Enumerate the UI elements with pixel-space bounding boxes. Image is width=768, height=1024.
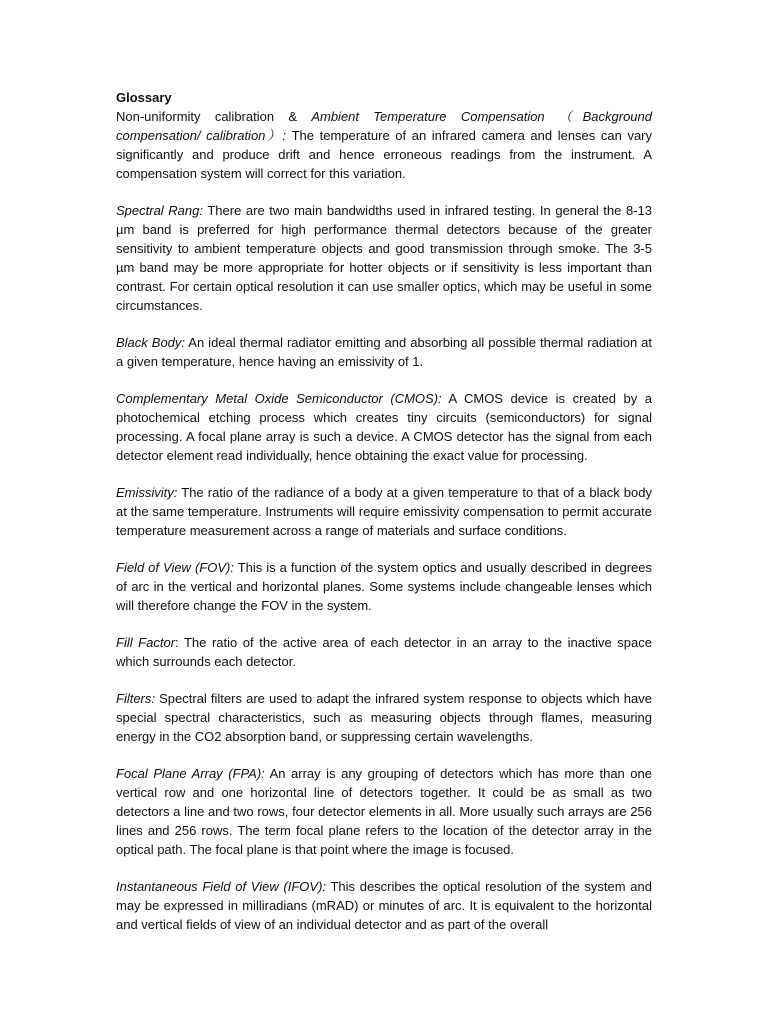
entry-ambient-temperature-compensation — [116, 107, 652, 183]
entry-term: Field of View (FOV): — [116, 560, 234, 575]
entry-body: The temperature of an infrared camera and lenses can vary significantly and produce drift and hence erroneous readings from the instrument. A compensation system will correct for this variation. — [116, 128, 653, 181]
entry-filters — [116, 689, 652, 746]
entry-body: : The ratio of the active area of each detector in an array to the inactive space which surrounds each detector. — [116, 635, 653, 669]
entry-term: Filters: — [116, 691, 155, 706]
entry-cmos — [116, 389, 652, 465]
entry-spectral-range — [116, 201, 652, 315]
entry-term: Focal Plane Array (FPA): — [116, 766, 265, 781]
entry-term: Emissivity: — [116, 485, 178, 500]
entry-fill-factor — [116, 633, 652, 671]
entry-term: Complementary Metal Oxide Semiconductor (CMOS): — [116, 391, 442, 406]
document-page — [116, 88, 652, 952]
entry-focal-plane-array — [116, 764, 652, 859]
entry-field-of-view — [116, 558, 652, 615]
entry-body: The ratio of the radiance of a body at a given temperature to that of a black body at the same temperature. Instruments will require emissivity compensation to permit accurate temperature measurement across a range of materials and surface conditions. — [116, 485, 652, 538]
entry-term: Fill Factor — [116, 635, 176, 650]
entry-body: This describes the optical resolution of the system and may be expressed in milliradians (mRAD) or minutes of arc. It is equivalent to the horizontal and vertical fields of view of an individual detector and as part of the overall — [116, 879, 652, 932]
entry-body: An array is any grouping of detectors which has more than one vertical row and one horizontal line of detectors together. It could be as small as two detectors a line and two rows, four detector elements in all. More usually such arrays are 256 lines and 256 rows. The term focal plane refers to the location of the detector array in the optical path. The focal plane is that point where the image is focused. — [116, 766, 652, 857]
entry-term: Spectral Rang: — [116, 203, 203, 218]
entry-body: Spectral filters are used to adapt the infrared system response to objects which have special spectral characteristics, such as measuring objects through flames, measuring energy in the CO2 absorption band, or suppressing certain wavelengths. — [116, 691, 652, 744]
entry-body: This is a function of the system optics and usually described in degrees of arc in the vertical and horizontal planes. Some systems include changeable lenses which will therefore change the FOV in the system. — [116, 560, 652, 613]
entry-black-body — [116, 333, 652, 371]
entry-term: Ambient Temperature Compensation （Background compensation/ calibration）: — [116, 109, 652, 143]
entry-body: There are two main bandwidths used in infrared testing. In general the 8-13 µm band is preferred for high performance thermal detectors because of the greater sensitivity to ambient temperature objects and good transmission through smoke. The 3-5 µm band may be more appropriate for hotter objects or if sensitivity is less important than contrast. For certain optical resolution it can use smaller optics, which may be useful in some circumstances. — [116, 203, 652, 313]
entry-body: An ideal thermal radiator emitting and absorbing all possible thermal radiation at a given temperature, hence having an emissivity of 1. — [116, 335, 653, 369]
entry-term: Black Body: — [116, 335, 186, 350]
entry-ifov — [116, 877, 652, 934]
entry-emissivity — [116, 483, 652, 540]
entry-lead: Non-uniformity calibration & — [116, 109, 312, 124]
entry-term: Instantaneous Field of View (IFOV): — [116, 879, 327, 894]
entry-body: A CMOS device is created by a photochemical etching process which creates tiny circuits (semiconductors) for signal processing. A focal plane array is such a device. A CMOS detector has the signal from each detector element read individually, hence obtaining the exact value for processing. — [116, 391, 653, 463]
glossary-heading: Glossary — [116, 90, 172, 105]
